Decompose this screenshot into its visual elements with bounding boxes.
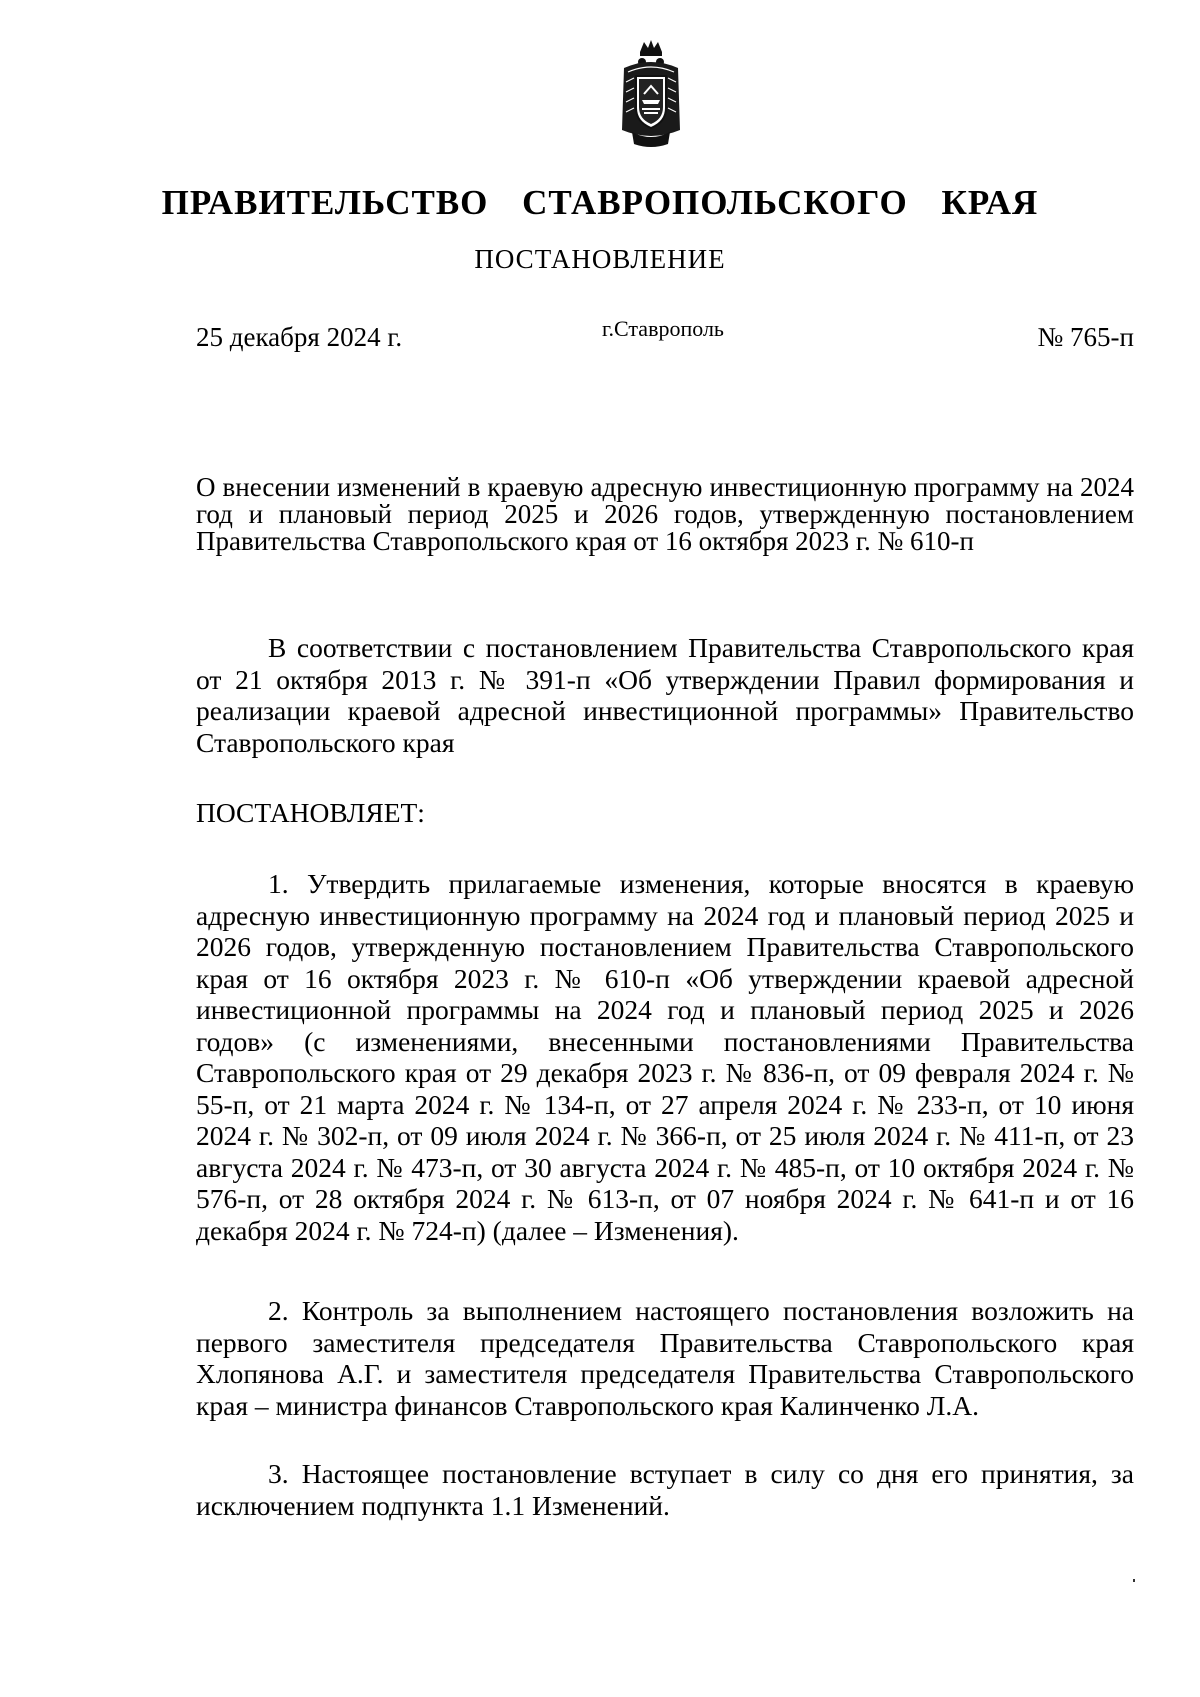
document-type: ПОСТАНОВЛЕНИЕ (474, 244, 726, 274)
preamble-paragraph: В соответствии с постановлением Правительства Ставропольского края от 21 октября 2013 г. № 391-п «Об утверждении Правил формирования и реализации краевой адресной инвестиционной программы» Правительство Ставропольского края (196, 632, 1134, 758)
document-subject: О внесении изменений в краевую адресную инвестиционную программу на 2024 год и плановый период 2025 и 2026 годов, утвержденную постановлением Правительства Ставропольского края от 16 октября 2023 г. № 610-п (196, 472, 1134, 556)
document-meta-row (196, 318, 1134, 358)
stavropol-coat-of-arms-icon (618, 38, 684, 150)
document-date: 25 декабря 2024 г. (196, 322, 403, 352)
clause-2: 2. Контроль за выполнением настоящего постановления возложить на первого заместителя председателя Правительства Ставропольского края Хлопянова А.Г. и заместителя председателя Правительства Ставропольского края – министра финансов Ставропольского края Калинченко Л.А. (196, 1295, 1134, 1421)
scan-artifact (1133, 1579, 1135, 1582)
clause-3: 3. Настоящее постановление вступает в силу со дня его принятия, за исключением подпункта 1.1 Изменений. (196, 1458, 1134, 1521)
organization-title: ПРАВИТЕЛЬСТВО СТАВРОПОЛЬСКОГО КРАЯ (161, 183, 1039, 222)
document-city: г.Ставрополь (602, 316, 724, 341)
clause-1: 1. Утвердить прилагаемые изменения, которые вносятся в краевую адресную инвестиционную программу на 2024 год и плановый период 2025 и 2026 годов, утвержденную постановлением Правительства Ставропольского края от 16 октября 2023 г. № 610-п «Об утверждении краевой адресной инвестиционной программы на 2024 год и плановый период 2025 и 2026 годов» (с изменениями, внесенными постановлениями Правительства Ставропольского края от 29 декабря 2023 г. № 836-п, от 09 февраля 2024 г. № 55-п, от 21 марта 2024 г. № 134-п, от 27 апреля 2024 г. № 233-п, от 10 июня 2024 г. № 302-п, от 09 июля 2024 г. № 366-п, от 25 июля 2024 г. № 411-п, от 23 августа 2024 г. № 473-п, от 30 августа 2024 г. № 485-п, от 10 октября 2024 г. № 576-п, от 28 октября 2024 г. № 613-п, от 07 ноября 2024 г. № 641-п и от 16 декабря 2024 г. № 724-п) (далее – Изменения). (196, 868, 1134, 1246)
decree-word: ПОСТАНОВЛЯЕТ: (196, 797, 425, 828)
document-number: № 765-п (1037, 322, 1134, 352)
